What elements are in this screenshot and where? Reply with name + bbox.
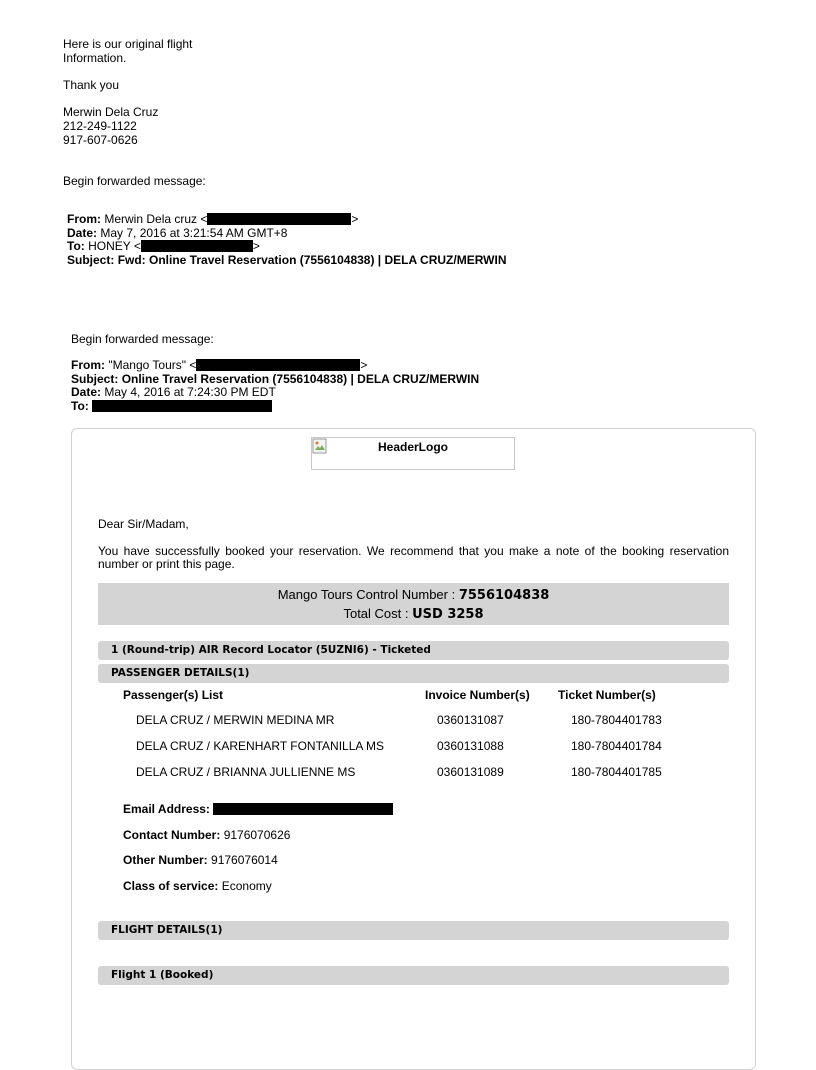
passenger-ticket: 180-7804401783 — [571, 713, 662, 727]
control-summary — [98, 583, 729, 625]
signature-phone-1: 212-249-1122 — [63, 119, 137, 133]
fwd2-from-row: From: "Mango Tours" < > — [71, 358, 368, 372]
fwd2-date-row: Date: May 4, 2016 at 7:24:30 PM EDT — [71, 385, 276, 399]
flight-details-bar: FLIGHT DETAILS(1) — [98, 921, 729, 940]
passenger-ticket: 180-7804401785 — [571, 765, 662, 779]
col-invoice-number: Invoice Number(s) — [425, 688, 530, 702]
fwd1-from-row: From: Merwin Dela cruz < > — [67, 212, 359, 226]
redacted-email — [92, 400, 272, 412]
begin-forwarded-1: Begin forwarded message: — [63, 174, 206, 188]
begin-forwarded-2: Begin forwarded message: — [71, 332, 214, 346]
signature — [63, 105, 158, 147]
header-logo-alt: HeaderLogo — [377, 440, 448, 454]
signature-name: Merwin Dela Cruz — [63, 105, 159, 119]
fwd2-subject-row: Subject: Online Travel Reservation (7556104838) | DELA CRUZ/MERWIN — [71, 371, 480, 386]
class-of-service-row: Class of service: Economy — [123, 879, 272, 893]
passenger-invoice: 0360131088 — [437, 739, 504, 753]
control-number-label: Mango Tours Control Number : — [277, 587, 459, 602]
passenger-ticket: 180-7804401784 — [571, 739, 662, 753]
redacted-email — [207, 213, 351, 225]
thanks-text: Thank you — [63, 78, 120, 92]
intro-line-1: Here is our original flight — [63, 37, 193, 51]
passenger-details-bar: PASSENGER DETAILS(1) — [98, 664, 729, 683]
signature-phone-2: 917-607-0626 — [63, 133, 138, 147]
forward-header-2 — [71, 359, 479, 413]
passenger-invoice: 0360131087 — [437, 713, 504, 727]
passenger-name: DELA CRUZ / BRIANNA JULLIENNE MS — [136, 765, 356, 779]
intro-message — [63, 37, 192, 65]
total-cost: USD 3258 — [412, 607, 484, 622]
email-address-row: Email Address: — [123, 802, 393, 816]
record-locator-bar: 1 (Round-trip) AIR Record Locator (5UZNI6) - Ticketed — [98, 641, 729, 660]
total-cost-label: Total Cost : — [343, 606, 413, 621]
passenger-invoice: 0360131089 — [437, 765, 504, 779]
fwd2-to-row: To: — [71, 400, 479, 414]
passenger-name: DELA CRUZ / MERWIN MEDINA MR — [136, 713, 335, 727]
forward-header-1 — [67, 213, 507, 267]
passenger-name: DELA CRUZ / KARENHART FONTANILLA MS — [136, 739, 385, 753]
header-logo — [311, 437, 515, 470]
greeting: Dear Sir/Madam, — [98, 517, 189, 531]
fwd1-date-row: Date: May 7, 2016 at 3:21:54 AM GMT+8 — [67, 225, 288, 240]
other-number-row: Other Number: 9176076014 — [123, 853, 278, 867]
intro-line-2: Information. — [63, 51, 127, 65]
col-passenger-list: Passenger(s) List — [123, 688, 224, 702]
redacted-email — [196, 359, 360, 371]
redacted-email — [141, 240, 253, 252]
col-ticket-number: Ticket Number(s) — [558, 688, 656, 702]
fwd1-to-row: To: HONEY < > — [67, 239, 260, 253]
control-number: 7556104838 — [458, 588, 550, 603]
contact-number-row: Contact Number: 9176070626 — [123, 828, 291, 842]
redacted-email — [213, 803, 393, 815]
fwd1-subject-row: Subject: Fwd: Online Travel Reservation (7556104838) | DELA CRUZ/MERWIN — [67, 252, 507, 267]
flight-1-bar: Flight 1 (Booked) — [98, 966, 729, 985]
booking-message: You have successfully booked your reservation. We recommend that you make a note of the booking reservation number or print this page. — [98, 544, 729, 571]
